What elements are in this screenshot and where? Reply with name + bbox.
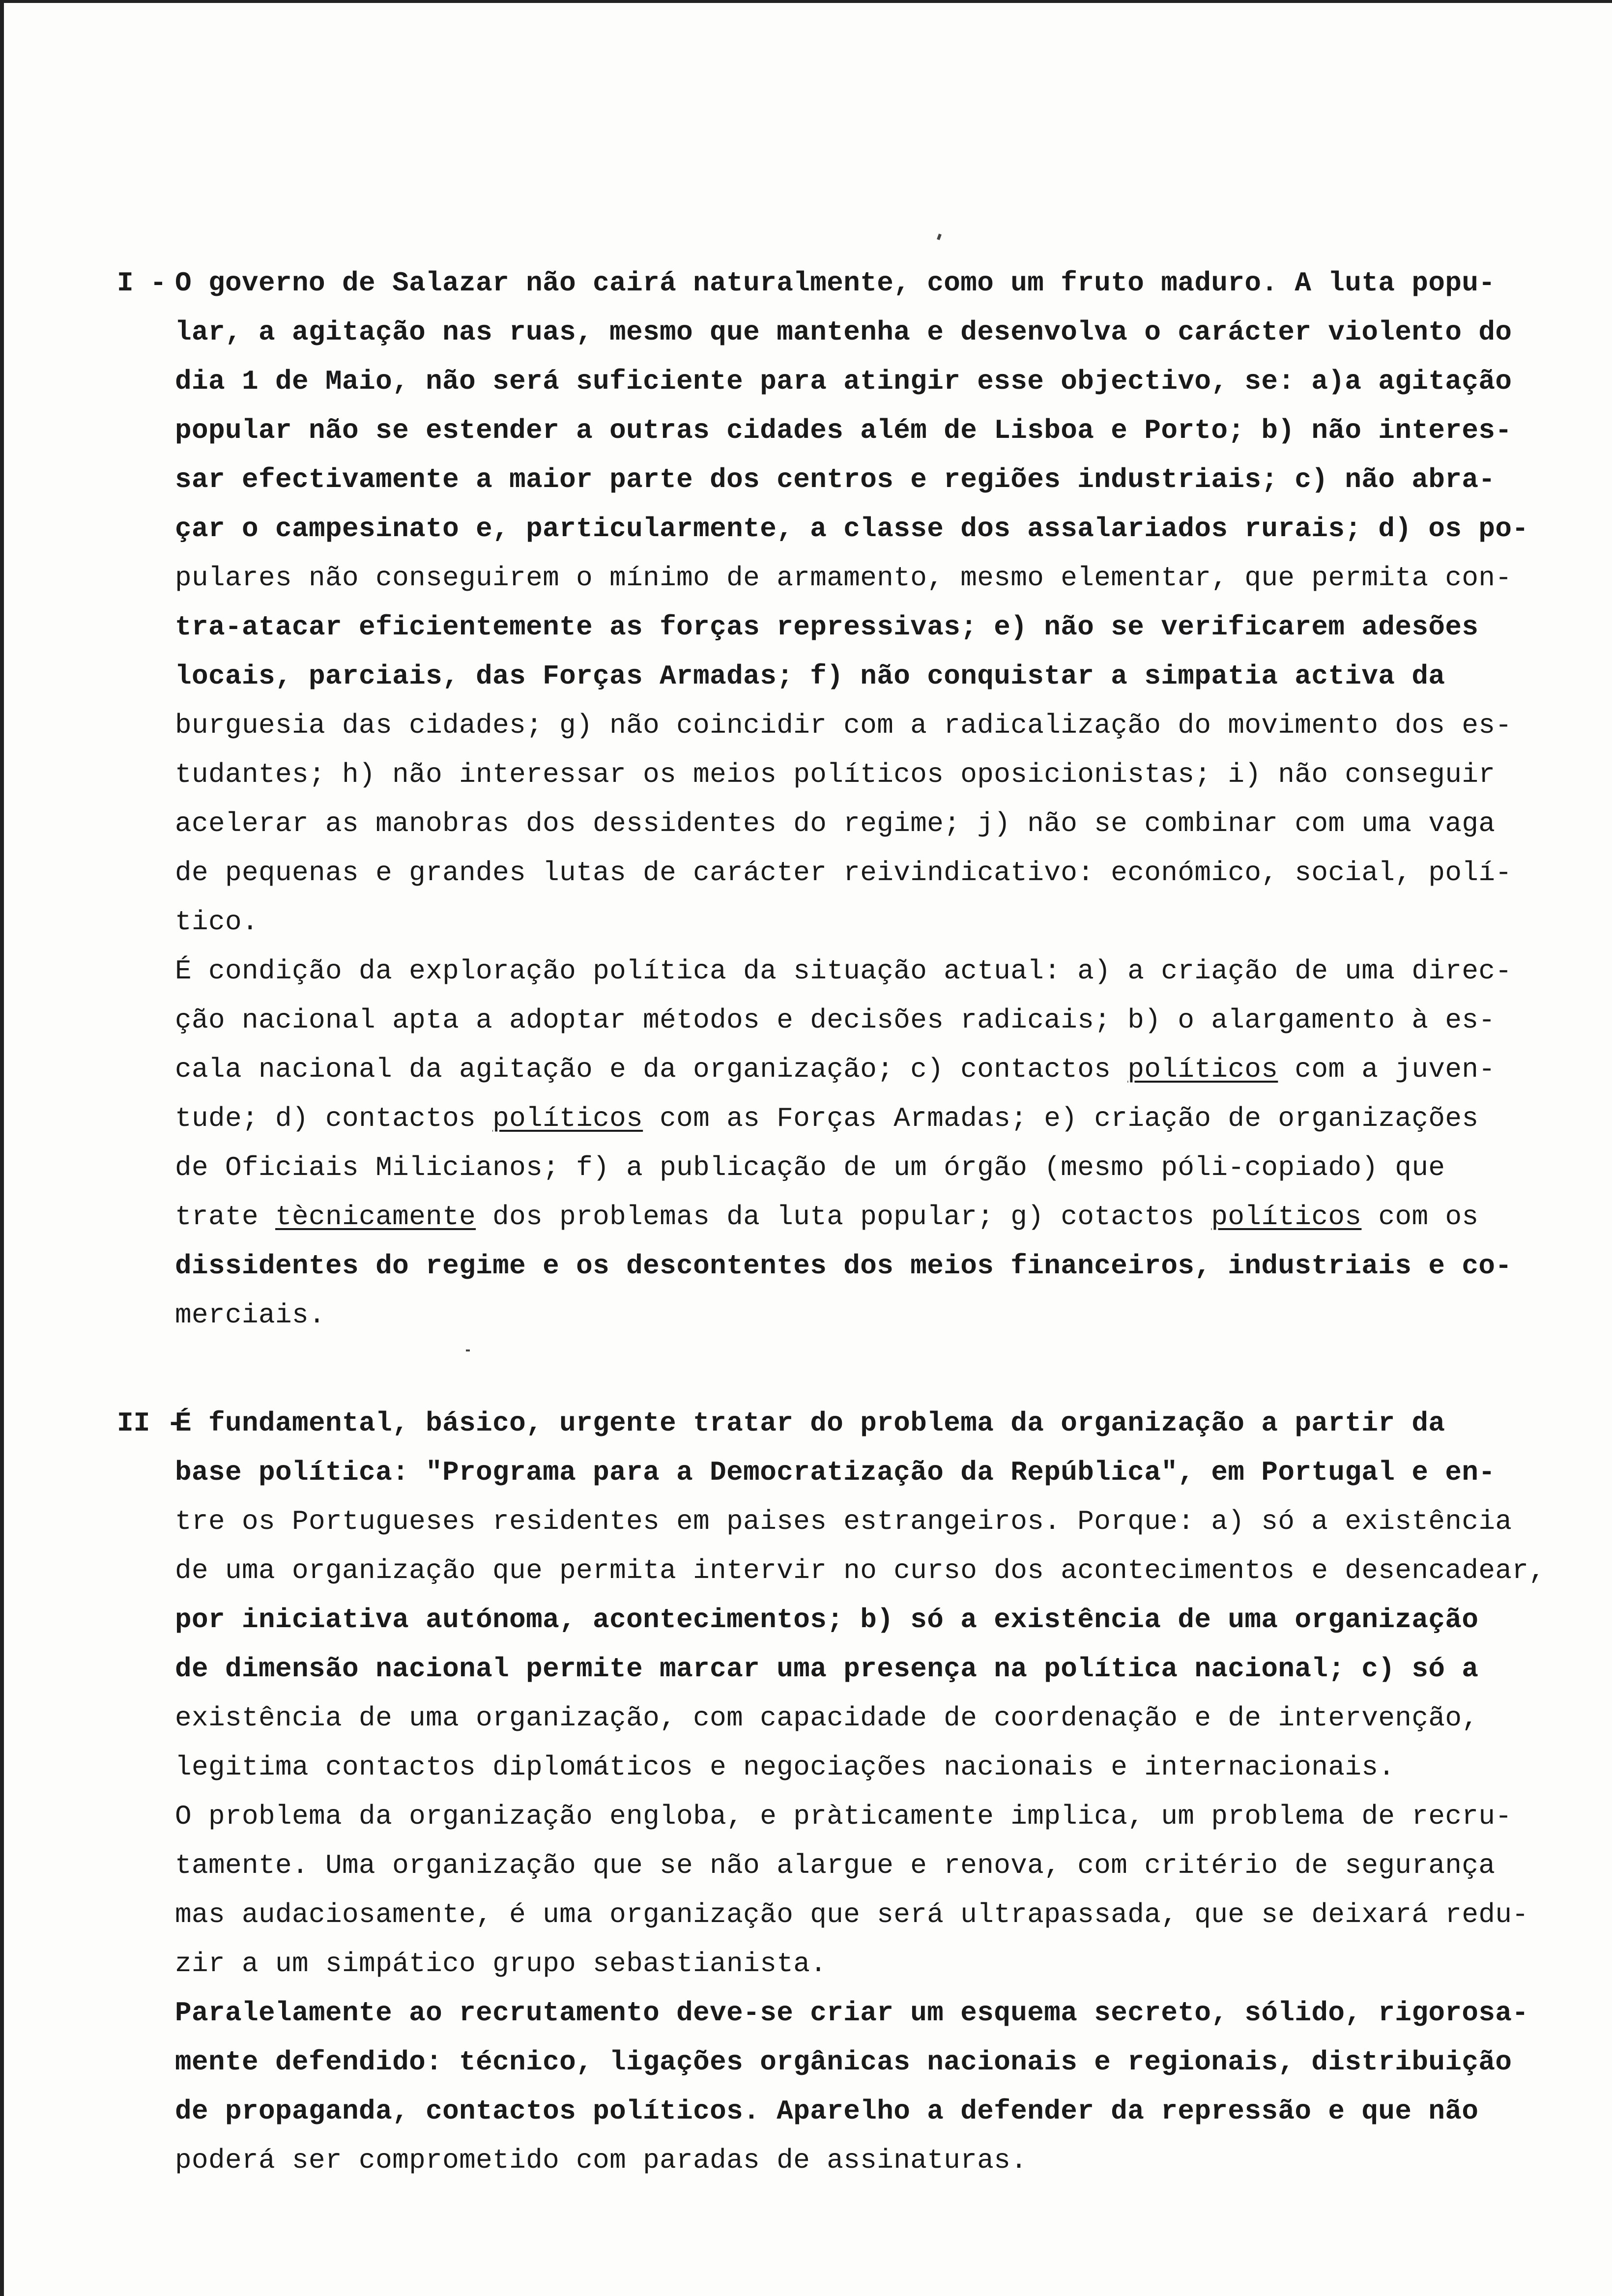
- text-line: popular não se estender a outras cidades além de Lisboa e Porto; b) não interes-: [175, 415, 1512, 446]
- text-line: mente defendido: técnico, ligações orgânicas nacionais e regionais, distribuição: [175, 2046, 1512, 2078]
- section-number: II -: [117, 1407, 183, 1439]
- text-line: tamente. Uma organização que se não alargue e renova, com critério de segurança: [175, 1850, 1496, 1881]
- text-line: trate tècnicamente dos problemas da luta popular; g) cotactos políticos com os: [175, 1201, 1479, 1233]
- text-line: tudantes; h) não interessar os meios políticos oposicionistas; i) não conseguir: [175, 759, 1496, 790]
- text-line: de pequenas e grandes lutas de carácter reivindicativo: económico, social, polí-: [175, 857, 1512, 889]
- section-body: [175, 1399, 1571, 2185]
- text-line: cala nacional da agitação e da organização; c) contactos políticos com a juven-: [175, 1054, 1496, 1085]
- text-line: sar efectivamente a maior parte dos centros e regiões industriais; c) não abra-: [175, 464, 1496, 495]
- text-line: dia 1 de Maio, não será suficiente para atingir esse objectivo, se: a)a agitação: [175, 366, 1512, 397]
- text-line: lar, a agitação nas ruas, mesmo que mantenha e desenvolva o carácter violento do: [175, 316, 1512, 348]
- text-line: mas audaciosamente, é uma organização que será ultrapassada, que se deixará redu-: [175, 1899, 1529, 1930]
- text-line: tude; d) contactos políticos com as Forças Armadas; e) criação de organizações: [175, 1103, 1479, 1134]
- text-line: base política: "Programa para a Democratização da República", em Portugal e en-: [175, 1457, 1496, 1488]
- text-line: ção nacional apta a adoptar métodos e decisões radicais; b) o alargamento à es-: [175, 1004, 1496, 1036]
- text-line: de propaganda, contactos políticos. Aparelho a defender da repressão e que não: [175, 2095, 1479, 2127]
- text-line: tra-atacar eficientemente as forças repressivas; e) não se verificarem adesões: [175, 611, 1479, 643]
- underlined-word: políticos: [492, 1103, 643, 1134]
- text-line: pulares não conseguirem o mínimo de armamento, mesmo elementar, que permita con-: [175, 562, 1512, 594]
- text-line: tre os Portugueses residentes em paises estrangeiros. Porque: a) só a existência: [175, 1506, 1512, 1537]
- text-line: dissidentes do regime e os descontentes dos meios financeiros, industriais e co-: [175, 1250, 1512, 1282]
- text-line: É condição da exploração política da situação actual: a) a criação de uma direc-: [175, 955, 1512, 987]
- text-line: de Oficiais Milicianos; f) a publicação de um órgão (mesmo póli-copiado) que: [175, 1152, 1445, 1183]
- text-line: acelerar as manobras dos dessidentes do regime; j) não se combinar com uma vaga: [175, 808, 1496, 839]
- text-line: por iniciativa autónoma, acontecimentos; b) só a existência de uma organização: [175, 1604, 1479, 1636]
- text-line: legitima contactos diplomáticos e negociações nacionais e internacionais.: [175, 1751, 1395, 1783]
- text-line: çar o campesinato e, particularmente, a classe dos assalariados rurais; d) os po-: [175, 513, 1529, 545]
- text-line: de dimensão nacional permite marcar uma presença na política nacional; c) só a: [175, 1653, 1479, 1685]
- text-line: É fundamental, básico, urgente tratar do problema da organização a partir da: [175, 1407, 1445, 1439]
- underlined-word: políticos: [1127, 1054, 1278, 1085]
- text-line: O problema da organização engloba, e pràticamente implica, um problema de recru-: [175, 1801, 1512, 1832]
- text-line: locais, parciais, das Forças Armadas; f) não conquistar a simpatia activa da: [175, 660, 1445, 692]
- text-line: tico.: [175, 906, 259, 938]
- text-line: existência de uma organização, com capacidade de coordenação e de intervenção,: [175, 1702, 1479, 1734]
- underlined-word: políticos: [1211, 1201, 1362, 1233]
- text-line: merciais.: [175, 1299, 326, 1331]
- underlined-word: tècnicamente: [275, 1201, 476, 1233]
- section-number: I -: [117, 267, 167, 299]
- text-line: burguesia das cidades; g) não coincidir com a radicalização do movimento dos es-: [175, 710, 1512, 741]
- text-line: poderá ser comprometido com paradas de assinaturas.: [175, 2145, 1028, 2176]
- section-body: [175, 258, 1571, 1340]
- text-line: Paralelamente ao recrutamento deve-se criar um esquema secreto, sólido, rigorosa-: [175, 1997, 1529, 2029]
- text-line: O governo de Salazar não cairá naturalmente, como um fruto maduro. A luta popu-: [175, 267, 1496, 299]
- text-line: de uma organização que permita intervir no curso dos acontecimentos e desencadear,: [175, 1555, 1546, 1586]
- stray-mark: [466, 1349, 470, 1351]
- stray-mark: [937, 233, 942, 240]
- text-line: zir a um simpático grupo sebastianista.: [175, 1948, 827, 1980]
